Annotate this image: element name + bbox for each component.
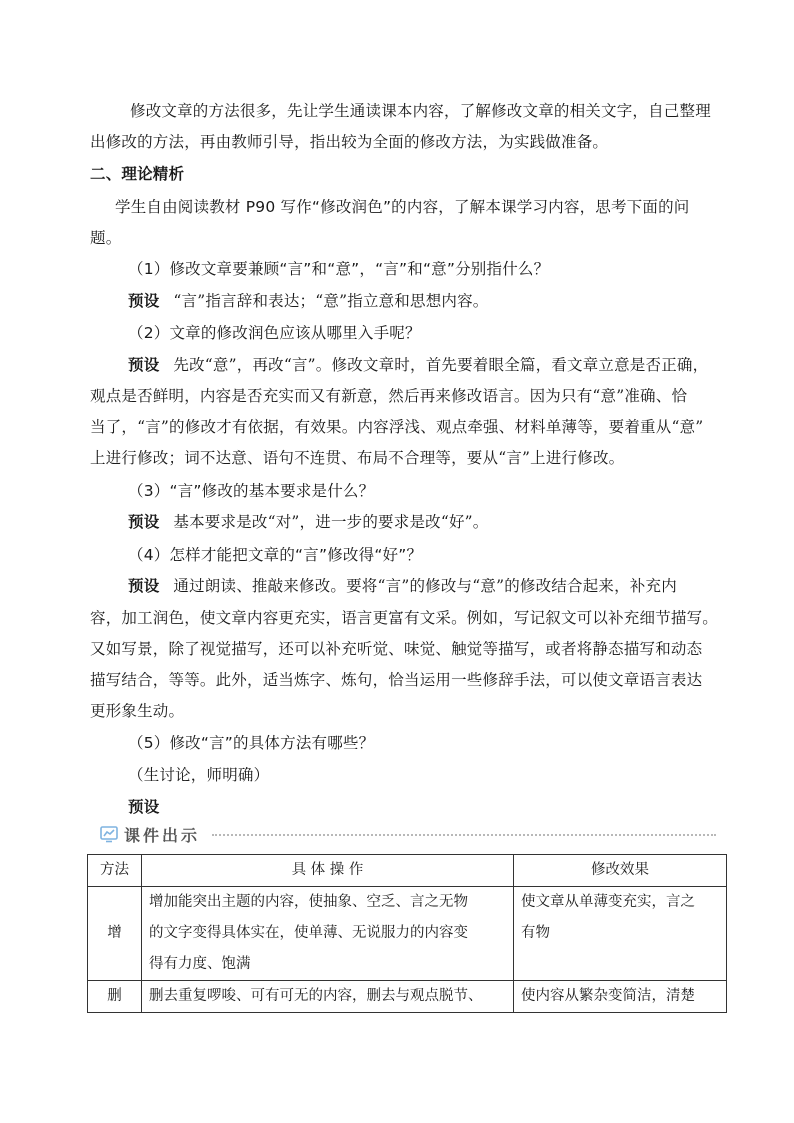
question-4: （4）怎样才能把文章的“言”修改得“好”？ <box>128 546 423 564</box>
paragraph-task-line-2: 题。 <box>90 229 122 247</box>
effect-cell <box>514 981 727 1013</box>
courseware-banner <box>100 822 716 846</box>
question-1: （1）修改文章要兼顾“言”和“意”，“言”和“意”分别指什么？ <box>128 260 550 278</box>
paragraph-intro-line-2: 出修改的方法，再由教师引导，指出较为全面的修改方法，为实践做准备。 <box>90 133 609 151</box>
preset-label: 预设 <box>128 577 160 595</box>
answer-3 <box>128 512 768 532</box>
answer-2-line-3: 当了，“言”的修改才有依据，有效果。内容浮浅、观点牵强、材料单薄等，要着重从“意” <box>90 418 704 436</box>
table-header-row <box>88 855 727 887</box>
operation-line: 删去重复啰唆、可有可无的内容，删去与观点脱节、 <box>149 988 483 1004</box>
preset-label: 预设 <box>128 798 160 816</box>
effect-line: 使文章从单薄变充实，言之 <box>521 894 695 910</box>
preset-label: 预设 <box>128 356 160 374</box>
operation-cell <box>142 887 514 981</box>
answer-1-text: “言”指言辞和表达；“意”指立意和思想内容。 <box>173 292 489 310</box>
operation-cell <box>142 981 514 1013</box>
answer-3-text: 基本要求是改“对”，进一步的要求是改“好”。 <box>173 513 489 531</box>
banner-title: 课件出示 <box>124 826 201 845</box>
operation-line: 得有力度、饱满 <box>149 956 251 972</box>
operation-line: 的文字变得具体实在，使单薄、无说服力的内容变 <box>149 925 468 941</box>
question-2: （2）文章的修改润色应该从哪里入手呢？ <box>128 324 421 342</box>
effect-line: 有物 <box>521 925 550 941</box>
paragraph-task-line-1: 学生自由阅读教材 P90 写作“修改润色”的内容，了解本课学习内容，思考下面的问 <box>115 198 690 216</box>
effect-line: 使内容从繁杂变简洁，清楚 <box>521 988 695 1004</box>
preset-label: 预设 <box>128 292 160 310</box>
discussion-note: （生讨论，师明确） <box>128 766 270 784</box>
banner-divider <box>212 834 716 836</box>
answer-1 <box>128 291 768 311</box>
header-method: 方法 <box>88 855 142 887</box>
answer-2-line-4: 上进行修改；词不达意、语句不连贯、布局不合理等，要从“言”上进行修改。 <box>90 449 625 467</box>
effect-cell <box>514 887 727 981</box>
table-row <box>88 887 727 981</box>
chart-window-icon <box>100 825 118 843</box>
preset-label: 预设 <box>128 513 160 531</box>
header-operation: 具 体 操 作 <box>142 855 514 887</box>
section-heading: 二、理论精析 <box>90 165 185 183</box>
answer-2-line-1 <box>128 355 768 375</box>
answer-4-line-4: 描写结合，等等。此外，适当炼字、炼句，恰当运用一些修辞手法，可以使文章语言表达 <box>90 671 703 689</box>
paragraph-intro-line-1: 修改文章的方法很多，先让学生通读课本内容，了解修改文章的相关文字，自己整理 <box>130 102 711 120</box>
answer-2-line-2: 观点是否鲜明，内容是否充实而又有新意，然后再来修改语言。因为只有“意”准确、恰 <box>90 387 688 405</box>
method-cell: 增 <box>88 887 142 981</box>
methods-table <box>87 854 727 1013</box>
answer-2-text: 先改“意”，再改“言”。修改文章时，首先要着眼全篇，看文章立意是否正确， <box>173 356 709 374</box>
answer-4-line-1 <box>128 576 768 596</box>
question-5: （5）修改“言”的具体方法有哪些？ <box>128 734 375 752</box>
answer-4-text: 通过朗读、推敲来修改。要将“言”的修改与“意”的修改结合起来，补充内 <box>173 577 677 595</box>
answer-4-line-5: 更形象生动。 <box>90 702 185 720</box>
answer-4-line-2: 容，加工润色，使文章内容更充实，语言更富有文采。例如，写记叙文可以补充细节描写。 <box>90 609 719 627</box>
method-cell: 删 <box>88 981 142 1013</box>
table-row <box>88 981 727 1013</box>
question-3: （3）“言”修改的基本要求是什么？ <box>128 482 375 500</box>
header-effect: 修改效果 <box>514 855 727 887</box>
operation-line: 增加能突出主题的内容，使抽象、空乏、言之无物 <box>149 894 468 910</box>
answer-4-line-3: 又如写景，除了视觉描写，还可以补充听觉、味觉、触觉等描写，或者将静态描写和动态 <box>90 640 703 658</box>
